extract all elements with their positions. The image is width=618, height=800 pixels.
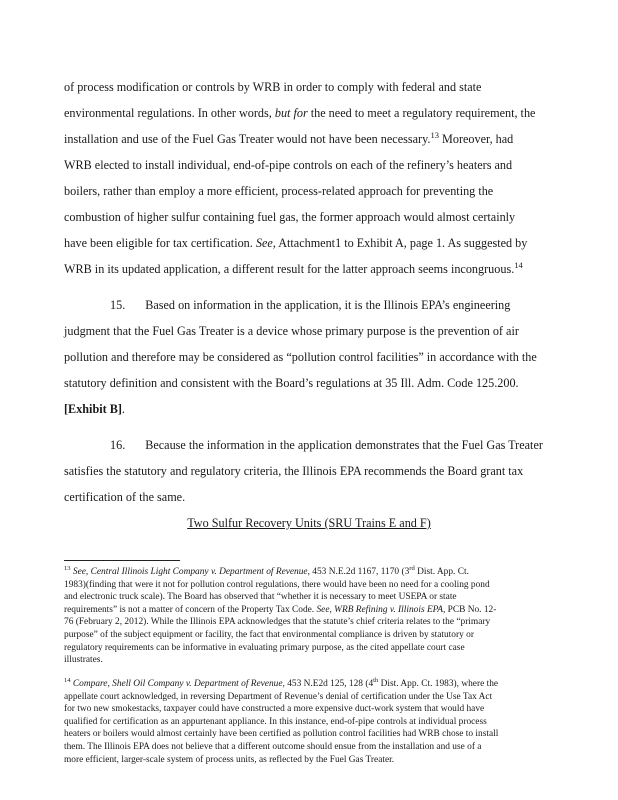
paragraph-15-line-3: pollution and therefore may be considered as “pollution control facilities” in accordance with the	[64, 350, 537, 364]
paragraph-16-line-3: certification of the same.	[64, 490, 186, 504]
body-line-1: of process modification or controls by WRB in order to comply with federal and state	[64, 80, 482, 94]
paragraph-15-line-1: 15. Based on information in the application, it is the Illinois EPA’s engineering	[110, 298, 511, 312]
body-line-3: installation and use of the Fuel Gas Treater would not have been necessary.$^{13}$ Moreover, had	[64, 129, 514, 146]
footnote-ref-13[interactable]: 13	[430, 129, 439, 140]
paragraph-15-number: 15.	[110, 298, 126, 312]
footnote-13: $^{13}$ See, Central Illinois Light Company v. Department of Revenue, 453 N.E.2d 1167, 1170 (3rd Dist. App. Ct. 1983)(finding that were it not for pollution control regulations, there would have been no need for a cooling pond and electronic truck scale). The Board has observed that “whether it is necessary to meet USEPA or state requirements” is not a matter of concern of the Property Tax Code. See, WRB Refining v. Illinois EPA, PCB No. 12- 76 (February 2, 2012). While the Illinois EPA acknowledges that the statute’s chief criteria relates to the “primary purpose” of the subject equipment or facility, the fact that environmental compliance is driven by statutory or regulatory requirements can be informative in evaluating primary purpose, as the cited appellate court case illustrates.	[64, 564, 497, 666]
paragraph-16-number: 16.	[110, 438, 126, 452]
footnote-ref-14[interactable]: 14	[514, 259, 523, 270]
paragraph-16-line-1: 16. Because the information in the application demonstrates that the Fuel Gas Treater	[110, 438, 543, 452]
body-line-7: have been eligible for tax certification. See, Attachment1 to Exhibit A, page 1. As suggested by	[64, 236, 528, 250]
body-line-5: boilers, rather than employ a more efficient, process-related approach for preventing the	[64, 184, 494, 198]
body-line-4: WRB elected to install individual, end-of-pipe controls on each of the refinery’s heaters and	[64, 158, 513, 172]
paragraph-16-line-2: satisfies the statutory and regulatory criteria, the Illinois EPA recommends the Board grant tax	[64, 464, 524, 478]
paragraph-15-line-2: judgment that the Fuel Gas Treater is a device whose primary purpose is the prevention of air	[64, 324, 519, 338]
body-line-6: combustion of higher sulfur containing fuel gas, the former approach would almost certainly	[64, 210, 516, 224]
body-line-8: WRB in its updated application, a different result for the latter approach seems incongruous.$^{14}$	[64, 259, 523, 276]
body-line-2: environmental regulations. In other words, but for the need to meet a regulatory requirement, the	[64, 106, 536, 120]
footnote-divider	[64, 560, 180, 561]
exhibit-b-reference: [Exhibit B].	[64, 402, 125, 416]
footnote-14: $^{14}$ Compare, Shell Oil Company v. Department of Revenue, 453 N.E2d 125, 128 (4th Dist. App. Ct. 1983), where the appellate court acknowledged, in reversing Department of Revenue’s denial of certification under the Use Tax Act for two new smokestacks, taxpayer could have constructed a more expensive duct-work system that would have qualified for certification as an appurtenant appliance. In this instance, end-of-pipe controls at individual process heaters or boilers would almost certainly have been certified as pollution control facilities had WRB chose to install them. The Illinois EPA does not believe that a different outcome should ensue from the installation and use of a more efficient, larger-scale system of process units, as reflected by the Fuel Gas Treater.	[64, 676, 499, 765]
paragraph-15-line-4: statutory definition and consistent with the Board’s regulations at 35 Ill. Adm. Code 125.200.	[64, 376, 519, 390]
section-heading: Two Sulfur Recovery Units (SRU Trains E and F)	[187, 516, 431, 530]
